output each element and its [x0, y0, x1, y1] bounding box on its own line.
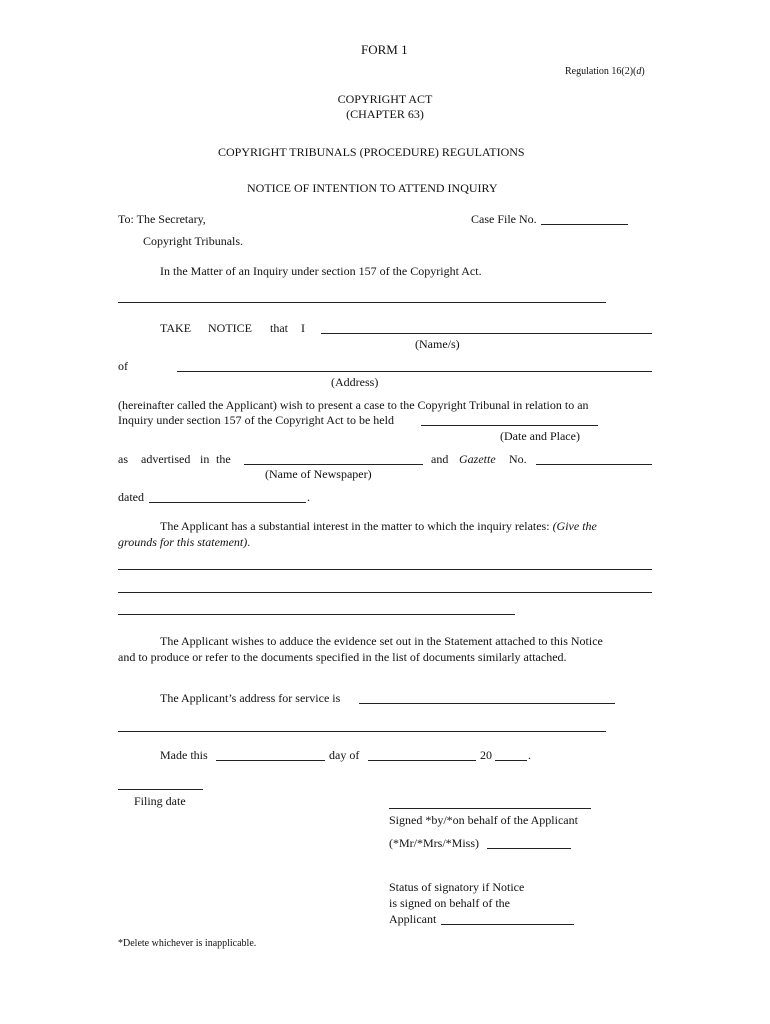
status-line-1: Status of signatory if Notice: [389, 880, 525, 894]
date-place-caption: (Date and Place): [500, 429, 580, 443]
advertised-w6: Gazette: [459, 452, 496, 466]
notice-title: NOTICE OF INTENTION TO ATTEND INQUIRY: [247, 181, 498, 195]
newspaper-caption: (Name of Newspaper): [265, 467, 372, 481]
that-word: that: [270, 321, 288, 335]
tribunals-line: Copyright Tribunals.: [143, 234, 244, 248]
grounds-line-3[interactable]: [118, 614, 515, 615]
advertised-w7: No.: [509, 452, 527, 466]
applicant-para-line-2: Inquiry under section 157 of the Copyright Act to be held: [118, 413, 394, 427]
dated-period: .: [307, 490, 310, 504]
interest-line-2: [118, 535, 250, 550]
address-caption: (Address): [331, 375, 379, 389]
interest-italic-1: (Give the: [552, 519, 597, 533]
advertised-w3: in: [200, 452, 210, 466]
names-field[interactable]: [321, 333, 652, 334]
status-field[interactable]: [441, 924, 574, 925]
advertised-w4: the: [216, 452, 231, 466]
interest-text: The Applicant has a substantial interest in the matter to which the inquiry relates:: [160, 519, 550, 533]
regulation-suffix: ): [641, 66, 645, 77]
advertised-w2: advertised: [141, 452, 191, 466]
filing-date-label: Filing date: [134, 794, 186, 808]
filing-date-field[interactable]: [118, 789, 203, 790]
made-this-label: Made this: [160, 748, 208, 762]
chapter-label: (CHAPTER 63): [346, 107, 424, 121]
year-end: .: [528, 748, 531, 762]
dated-field[interactable]: [149, 502, 306, 503]
year-field[interactable]: [495, 760, 527, 761]
evidence-line-1: The Applicant wishes to adduce the evidence set out in the Statement attached to this Notice: [160, 634, 603, 648]
grounds-line-1[interactable]: [118, 569, 652, 570]
grounds-line-2[interactable]: [118, 592, 652, 593]
signature-field[interactable]: [389, 808, 591, 809]
notice-word: NOTICE: [208, 321, 252, 335]
case-file-field[interactable]: [541, 224, 628, 225]
address-field[interactable]: [177, 371, 652, 372]
newspaper-field[interactable]: [244, 464, 423, 465]
interest-line-1: [160, 519, 597, 534]
date-place-field[interactable]: [421, 425, 598, 426]
footnote: *Delete whichever is inapplicable.: [118, 938, 257, 949]
i-word: I: [301, 321, 305, 335]
gazette-number-field[interactable]: [536, 464, 652, 465]
regulation-reference: [565, 64, 645, 79]
matter-line: In the Matter of an Inquiry under section 157 of the Copyright Act.: [160, 264, 482, 278]
dated-label: dated: [118, 490, 144, 504]
regulation-letter: d: [636, 66, 642, 77]
signed-label: Signed *by/*on behalf of the Applicant: [389, 813, 578, 827]
evidence-line-2: and to produce or refer to the documents specified in the list of documents similarly attached.: [118, 650, 567, 664]
of-label: of: [118, 359, 128, 373]
form-title: FORM 1: [361, 42, 408, 57]
day-of-label: day of: [329, 748, 360, 762]
status-line-3: Applicant: [389, 912, 437, 926]
day-field[interactable]: [216, 760, 325, 761]
regulation-prefix: Regulation 16(2)(: [565, 66, 637, 77]
title-choice-label: (*Mr/*Mrs/*Miss): [389, 836, 480, 850]
address-service-label: The Applicant’s address for service is: [160, 691, 341, 705]
address-service-field[interactable]: [359, 703, 615, 704]
address-service-line-2[interactable]: [118, 731, 606, 732]
to-line: To: The Secretary,: [118, 212, 206, 226]
act-title: COPYRIGHT ACT: [337, 92, 433, 106]
matter-blank-line[interactable]: [118, 302, 606, 303]
advertised-w5: and: [431, 452, 449, 466]
take-word: TAKE: [160, 321, 192, 335]
case-file-label: Case File No.: [471, 212, 537, 226]
interest-end: .: [247, 535, 251, 549]
title-name-field[interactable]: [487, 848, 571, 849]
year-prefix: 20: [480, 748, 492, 762]
status-line-2: is signed on behalf of the: [389, 896, 510, 910]
advertised-w1: as: [118, 452, 128, 466]
applicant-para-line-1: (hereinafter called the Applicant) wish to present a case to the Copyright Tribunal in relation to an: [118, 398, 589, 412]
month-field[interactable]: [368, 760, 476, 761]
interest-italic-2: grounds for this statement): [118, 535, 248, 549]
names-caption: (Name/s): [415, 337, 460, 351]
regulations-title: COPYRIGHT TRIBUNALS (PROCEDURE) REGULATIONS: [218, 145, 525, 159]
